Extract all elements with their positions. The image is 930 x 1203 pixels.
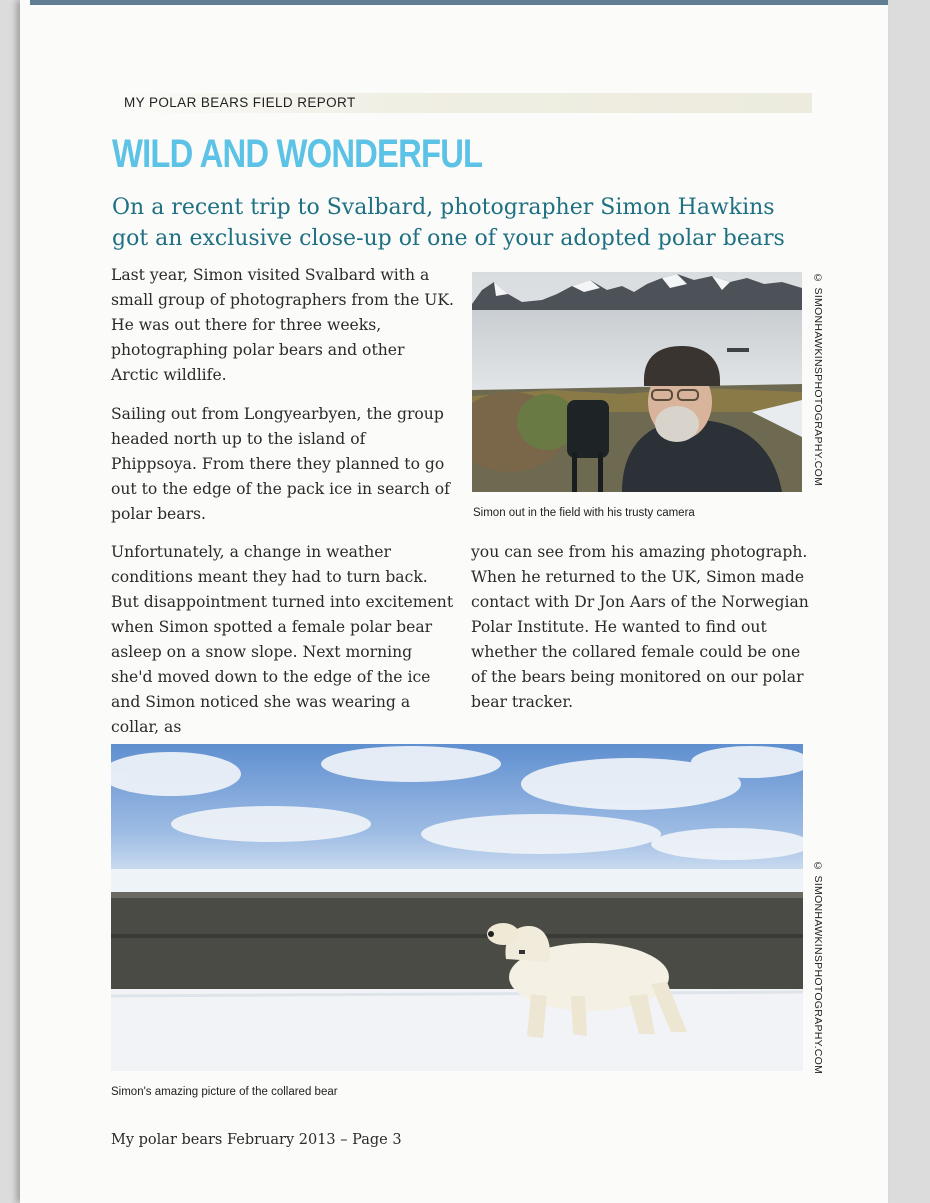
body-paragraph-2: Sailing out from Longyearbyen, the group headed north up to the island of Phippsoya. From there they planned to go out to the edge of the pack ice in search of polar bears. [111, 405, 450, 523]
photo-credit: © SIMONHAWKINSPHOTOGRAPHY.COM [812, 272, 824, 487]
photographer-photo-image [472, 272, 802, 492]
page-footer: My polar bears February 2013 – Page 3 [111, 1132, 402, 1148]
polar-bear-photo [111, 744, 803, 1071]
article-subtitle: On a recent trip to Svalbard, photographer Simon Hawkins got an exclusive close-up of one of your adopted polar bears [112, 195, 785, 251]
body-paragraph-3: Unfortunately, a change in weather conditions meant they had to turn back. But disappointment turned into excitement when Simon spotted a female polar bear asleep on a snow slope. Next morning she'd moved down to the edge of the ice and Simon noticed she was wearing a collar, as [111, 543, 454, 736]
section-label: MY POLAR BEARS FIELD REPORT [124, 95, 356, 110]
body-paragraph-1: Last year, Simon visited Svalbard with a small group of photographers from the UK. He was out there for three weeks, photographing polar bears and other Arctic wildlife. [111, 266, 455, 384]
top-color-band [30, 0, 888, 5]
photo-caption: Simon's amazing picture of the collared bear [111, 1086, 338, 1098]
body-paragraph-4: you can see from his amazing photograph. When he returned to the UK, Simon made contact with Dr Jon Aars of the Norwegian Polar Institute. He wanted to find out whether the collared female could be one of the bears being monitored on our polar bear tracker. [471, 543, 809, 711]
section-label-bar [114, 93, 812, 113]
article-title: WILD AND WONDERFUL [112, 132, 483, 176]
photo-credit: © SIMONHAWKINSPHOTOGRAPHY.COM [812, 860, 824, 1075]
photo-caption: Simon out in the field with his trusty camera [473, 507, 695, 519]
photographer-photo [472, 272, 802, 492]
polar-bear-photo-image [111, 744, 803, 1071]
